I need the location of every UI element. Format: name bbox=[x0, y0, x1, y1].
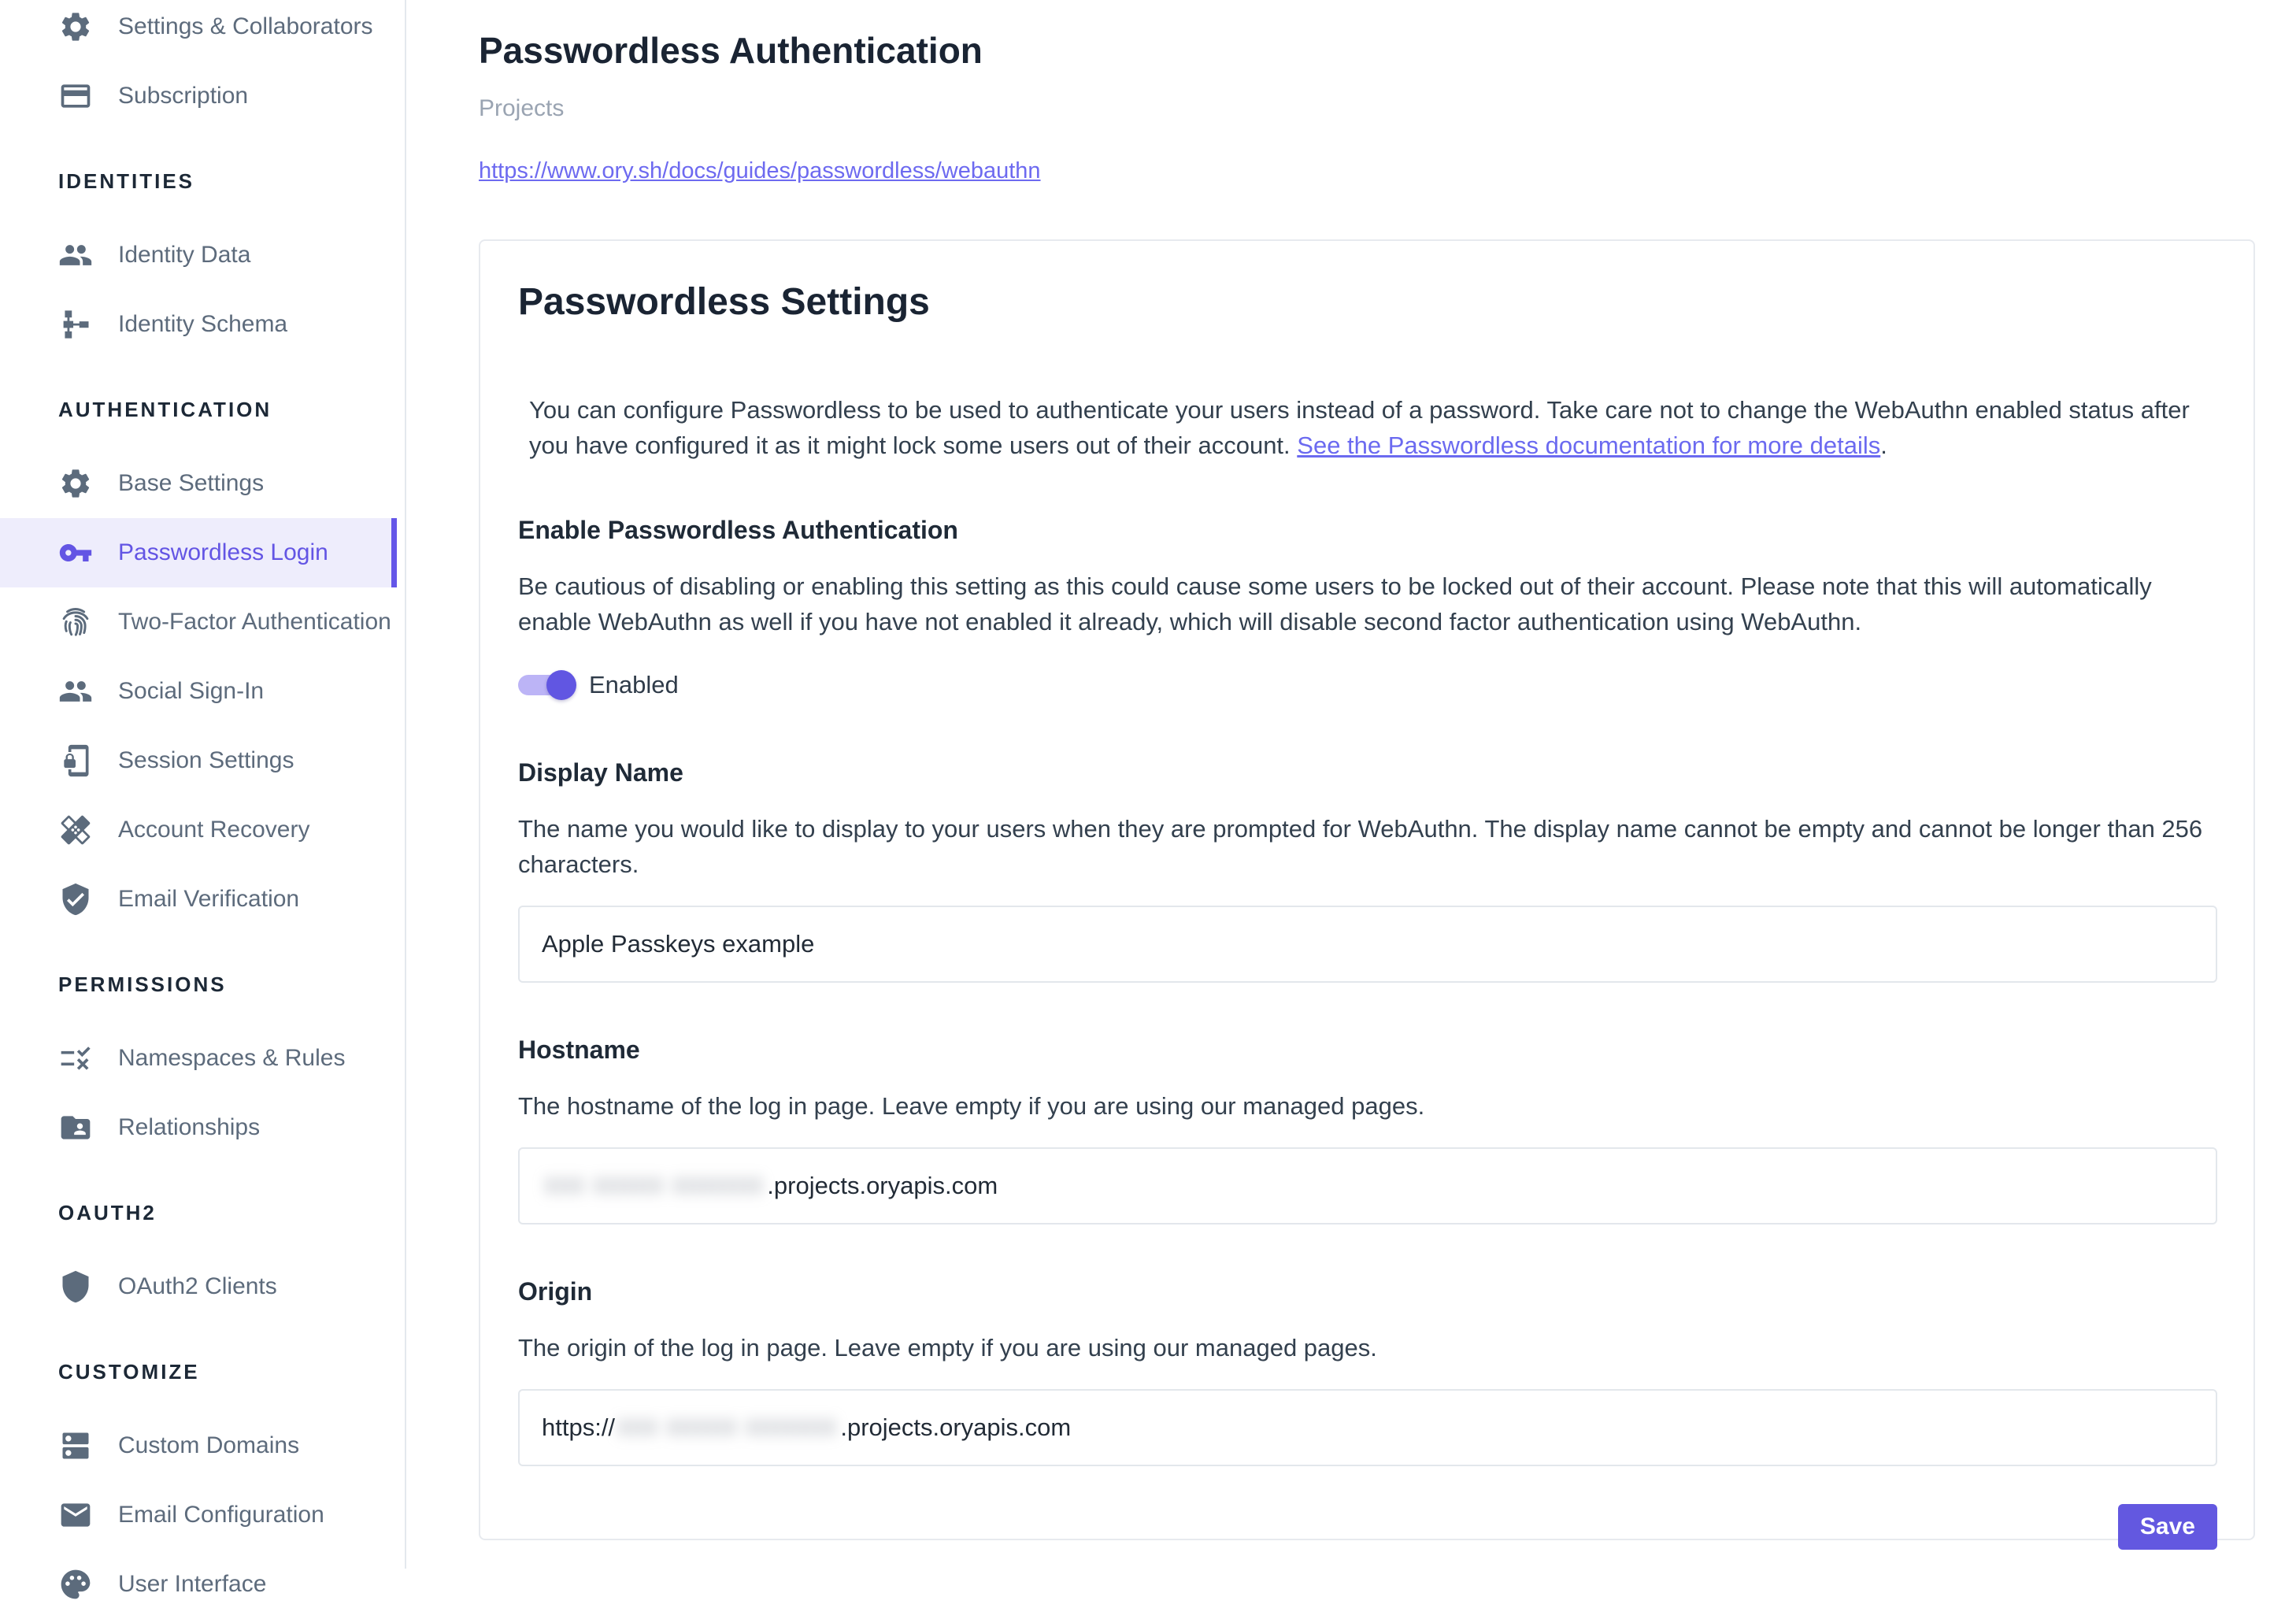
dns-icon bbox=[58, 1428, 93, 1463]
display-name-description: The name you would like to display to your users when they are prompted for WebAuthn. The display name cannot be empty and cannot be longer than 256 characters. bbox=[518, 815, 2203, 878]
sidebar-item-relationships[interactable] bbox=[0, 1093, 405, 1162]
fingerprint-icon bbox=[58, 605, 93, 639]
gear-icon bbox=[58, 9, 93, 44]
enable-toggle-row bbox=[518, 665, 2216, 706]
hostname-input[interactable] bbox=[518, 1147, 2217, 1224]
sidebar-item-label: Identity Schema bbox=[118, 311, 288, 337]
people-icon bbox=[58, 674, 93, 709]
sidebar-item-label: User Interface bbox=[118, 1571, 267, 1597]
gear-icon bbox=[58, 466, 93, 501]
toggle-thumb bbox=[546, 670, 576, 700]
origin-label: Origin bbox=[518, 1277, 593, 1306]
sidebar-item-identity-schema[interactable] bbox=[0, 290, 405, 359]
people-icon bbox=[58, 238, 93, 272]
rule-icon bbox=[58, 1041, 93, 1076]
sidebar-item-label: Custom Domains bbox=[118, 1432, 300, 1458]
sidebar-section-identities: IDENTITIES bbox=[58, 169, 195, 193]
passwordless-settings-card bbox=[479, 239, 2255, 1540]
sidebar-item-label: Account Recovery bbox=[118, 817, 310, 843]
breadcrumb: Projects bbox=[479, 95, 565, 121]
page-title: Passwordless Authentication bbox=[479, 30, 983, 71]
sidebar-section-authentication: AUTHENTICATION bbox=[58, 398, 272, 421]
sidebar-item-base-settings[interactable] bbox=[0, 449, 405, 518]
sidebar-item-label: Email Configuration bbox=[118, 1502, 324, 1528]
card-actions bbox=[518, 1504, 2217, 1550]
sidebar-item-label: Relationships bbox=[118, 1114, 261, 1140]
intro-text: You can configure Passwordless to be used to authenticate your users instead of a password. Take care not to change the WebAuthn enabled status after you have configured it as it might lock some users out of their account. bbox=[529, 396, 2190, 459]
sidebar-item-label: Subscription bbox=[118, 83, 249, 109]
sidebar-item-settings-collaborators[interactable] bbox=[0, 0, 405, 61]
enable-section-description: Be cautious of disabling or enabling this setting as this could cause some users to be locked out of their account. Please note that this will automatically enable WebAuthn as well if you have not enabled it already, which will disable second factor authentication using WebAuthn. bbox=[518, 572, 2152, 635]
sidebar-section-oauth2: OAUTH2 bbox=[58, 1201, 157, 1224]
hostname-description: The hostname of the log in page. Leave empty if you are using our managed pages. bbox=[518, 1092, 1425, 1120]
hostname-suffix: .projects.oryapis.com bbox=[767, 1172, 998, 1199]
passwordless-toggle[interactable] bbox=[518, 669, 572, 702]
origin-suffix: .projects.oryapis.com bbox=[840, 1413, 1072, 1441]
display-name-label: Display Name bbox=[518, 758, 683, 787]
sidebar-item-label: Session Settings bbox=[118, 747, 294, 773]
card-intro bbox=[529, 392, 2216, 463]
shield-check-icon bbox=[58, 882, 93, 917]
origin-description: The origin of the log in page. Leave empty if you are using our managed pages. bbox=[518, 1334, 1377, 1362]
sidebar-item-label: Passwordless Login bbox=[118, 539, 328, 565]
origin-prefix: https:// bbox=[542, 1413, 616, 1441]
sidebar-item-label: Namespaces & Rules bbox=[118, 1045, 346, 1071]
schema-icon bbox=[58, 307, 93, 342]
card-title: Passwordless Settings bbox=[518, 281, 930, 323]
sidebar-item-label: Identity Data bbox=[118, 242, 251, 268]
shield-icon bbox=[58, 1269, 93, 1304]
sidebar-item-label: Social Sign-In bbox=[118, 678, 265, 704]
sidebar-item-oauth2-clients[interactable] bbox=[0, 1252, 405, 1321]
display-name-value: Apple Passkeys example bbox=[542, 930, 815, 958]
sidebar-item-user-interface[interactable] bbox=[0, 1550, 405, 1619]
sidebar-item-identity-data[interactable] bbox=[0, 220, 405, 290]
palette-icon bbox=[58, 1567, 93, 1602]
sidebar-item-label: Two-Factor Authentication bbox=[118, 609, 391, 635]
save-button[interactable]: Save bbox=[2118, 1504, 2217, 1550]
healing-icon bbox=[58, 813, 93, 847]
sidebar-nav bbox=[0, 0, 405, 1619]
sidebar bbox=[0, 0, 406, 1597]
display-name-input[interactable] bbox=[518, 906, 2217, 983]
sidebar-item-social-sign-in[interactable] bbox=[0, 657, 405, 726]
passwordless-docs-link[interactable]: See the Passwordless documentation for more details bbox=[1297, 432, 1881, 459]
sidebar-section-customize: CUSTOMIZE bbox=[58, 1360, 200, 1384]
sidebar-item-label: OAuth2 Clients bbox=[118, 1273, 277, 1299]
sidebar-item-subscription[interactable] bbox=[0, 61, 405, 131]
sidebar-section-permissions: PERMISSIONS bbox=[58, 973, 227, 996]
sidebar-item-label: Base Settings bbox=[118, 470, 265, 496]
toggle-state-label: Enabled bbox=[589, 671, 679, 698]
sidebar-item-email-verification[interactable] bbox=[0, 865, 405, 934]
intro-suffix: . bbox=[1880, 432, 1887, 459]
folder-person-icon bbox=[58, 1110, 93, 1145]
sidebar-item-passwordless-login[interactable] bbox=[0, 518, 397, 587]
sidebar-item-session-settings[interactable] bbox=[0, 726, 405, 795]
sidebar-item-account-recovery[interactable] bbox=[0, 795, 405, 865]
sidebar-item-namespaces-rules[interactable] bbox=[0, 1024, 405, 1093]
mail-icon bbox=[58, 1498, 93, 1532]
enable-section-label: Enable Passwordless Authentication bbox=[518, 516, 958, 544]
origin-redacted-value: •••• ••••••• ••••••••• bbox=[618, 1410, 838, 1445]
key-icon bbox=[58, 535, 93, 570]
origin-input[interactable] bbox=[518, 1389, 2217, 1466]
sidebar-item-two-factor[interactable] bbox=[0, 587, 405, 657]
phone-lock-icon bbox=[58, 743, 93, 778]
main-content bbox=[406, 0, 2296, 1569]
credit-card-icon bbox=[58, 79, 93, 113]
sidebar-item-email-configuration[interactable] bbox=[0, 1480, 405, 1550]
hostname-redacted-value: •••• ••••••• ••••••••• bbox=[545, 1168, 765, 1203]
sidebar-item-label: Email Verification bbox=[118, 886, 300, 912]
sidebar-item-custom-domains[interactable] bbox=[0, 1411, 405, 1480]
webauthn-docs-link[interactable]: https://www.ory.sh/docs/guides/passwordless/webauthn bbox=[479, 158, 1041, 183]
hostname-label: Hostname bbox=[518, 1035, 640, 1064]
sidebar-item-label: Settings & Collaborators bbox=[118, 13, 373, 39]
